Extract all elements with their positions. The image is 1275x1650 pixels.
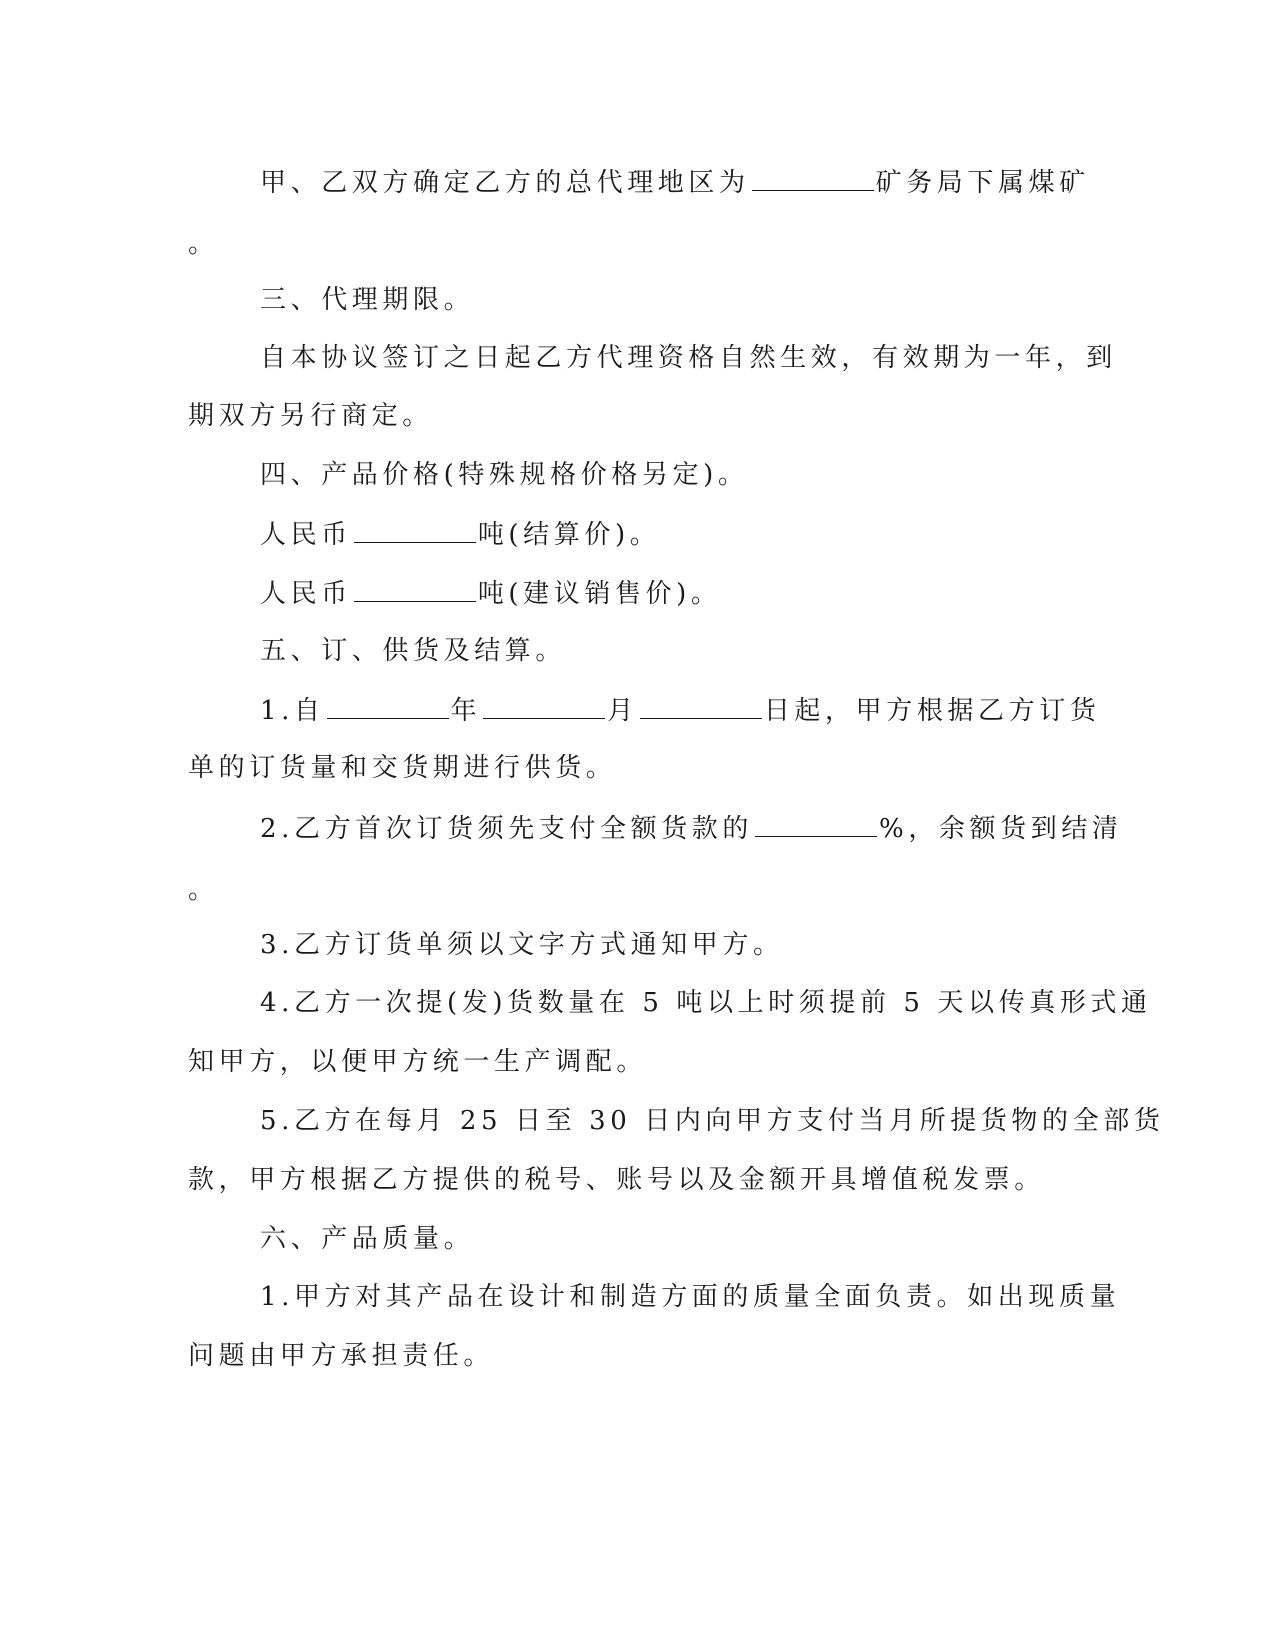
unit-label: 吨(结算价)。 [477,520,661,550]
retail-price-blank [354,573,476,602]
paragraph-text: 5.乙方在每月 25 日至 30 日内向甲方支付当月所提货物的全部货 [260,1106,1165,1136]
agency-region-blank [752,162,874,191]
paragraph-line [188,396,433,436]
agency-region-text: 甲、乙双方确定乙方的总代理地区为 [260,168,750,198]
prepayment-text: 2.乙方首次订货须先支付全额货款的 [260,814,754,844]
paragraph-text: 期双方另行商定。 [188,401,433,431]
paragraph-line [188,748,616,788]
paragraph-line [260,925,784,965]
paragraph-line [260,338,1117,378]
paragraph-line [260,983,1152,1023]
paragraph-line [188,1042,647,1082]
section-heading-text: 四、产品价格(特殊规格价格另定)。 [260,460,749,490]
agency-region-line [260,162,1090,202]
paragraph-text: 单的订货量和交货期进行供货。 [188,753,617,783]
currency-label: 人民币 [260,579,352,609]
section-heading-price [260,455,749,495]
paragraph-text: 4.乙方一次提(发)货数量在 5 吨以上时须提前 5 天以传真形式通 [260,988,1152,1018]
section-heading-order [260,631,566,671]
section-heading-text: 六、产品质量。 [260,1224,475,1254]
section-heading-text: 三、代理期限。 [260,285,475,315]
paragraph-text: 1.甲方对其产品在设计和制造方面的质量全面负责。如出现质量 [260,1282,1121,1312]
settlement-price-line [260,514,660,554]
section-heading-text: 五、订、供货及结算。 [260,636,567,666]
date-prefix: 1.自 [260,696,325,726]
year-label: 年 [450,696,482,726]
day-label: 日起，甲方根据乙方订货 [763,696,1101,726]
paragraph-text: 3.乙方订货单须以文字方式通知甲方。 [260,930,784,960]
agency-region-line-end [188,224,219,264]
prepayment-line-end [188,870,219,910]
paragraph-line [188,1336,494,1376]
paragraph-text: 自本协议签订之日起乙方代理资格自然生效，有效期为一年，到 [260,343,1117,373]
period-mark: 。 [188,229,219,259]
start-date-line [260,690,1100,730]
prepayment-percent-blank [755,808,877,837]
paragraph-text: 问题由甲方承担责任。 [188,1341,495,1371]
period-mark: 。 [188,875,219,905]
currency-label: 人民币 [260,520,352,550]
paragraph-line [260,1277,1120,1317]
paragraph-line [260,1101,1164,1141]
prepayment-line [260,808,1123,848]
unit-label: 吨(建议销售价)。 [477,579,722,609]
agency-region-suffix: 矿务局下属煤矿 [875,168,1090,198]
settlement-price-blank [354,514,476,543]
paragraph-text: 款，甲方根据乙方提供的税号、账号以及金额开具增值税发票。 [188,1165,1045,1195]
section-heading-term [260,280,474,320]
prepayment-suffix: %，余额货到结清 [879,814,1123,844]
year-blank [327,690,449,719]
day-blank [640,690,762,719]
paragraph-text: 知甲方，以便甲方统一生产调配。 [188,1047,648,1077]
paragraph-line [188,1160,1045,1200]
retail-price-line [260,573,722,613]
month-label: 月 [607,696,638,726]
month-blank [483,690,605,719]
section-heading-quality [260,1219,474,1259]
